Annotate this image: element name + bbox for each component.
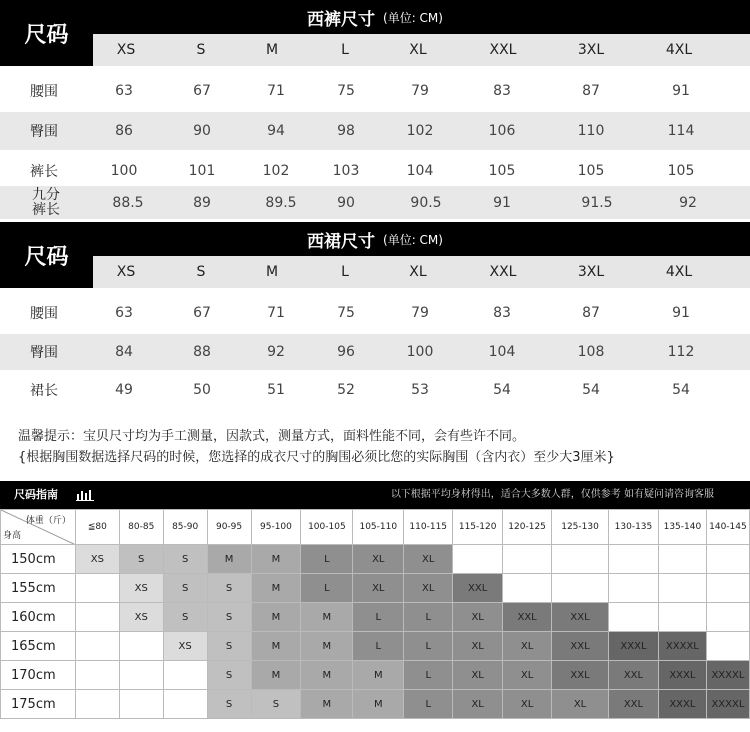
table-cell: 104 xyxy=(488,344,516,360)
size-cell xyxy=(608,545,658,574)
weight-header-cell: 80-85 xyxy=(119,510,163,545)
pants-size-code-label: 尺码 xyxy=(0,0,93,66)
size-cell xyxy=(75,661,119,690)
weight-header-cell: 105-110 xyxy=(353,510,404,545)
size-cell: XXL xyxy=(608,661,658,690)
size-cell: XS xyxy=(119,574,163,603)
table-cell: 88.5 xyxy=(112,194,144,211)
table-cell: 105 xyxy=(488,163,516,179)
size-header-cell: XS xyxy=(116,264,136,280)
table-cell: 91 xyxy=(672,305,690,321)
table-cell: 87 xyxy=(582,305,600,321)
table-row xyxy=(0,372,750,408)
size-cell: XL xyxy=(353,545,404,574)
size-cell: S xyxy=(163,603,207,632)
pants-unit: (单位: CM) xyxy=(383,10,443,25)
pants-title-text: 西裤尺寸 xyxy=(307,9,376,30)
size-guide-title: 尺码指南 xyxy=(14,488,58,501)
table-cell: 105 xyxy=(667,163,695,179)
row-label: 腰围 xyxy=(30,84,58,100)
size-cell: M xyxy=(301,632,353,661)
size-cell: XXL xyxy=(552,632,609,661)
table-cell: 54 xyxy=(582,382,600,398)
size-cell: S xyxy=(119,545,163,574)
pants-size-header xyxy=(93,34,750,66)
weight-header-cell: 100-105 xyxy=(301,510,353,545)
size-cell: M xyxy=(207,545,251,574)
size-cell xyxy=(706,632,749,661)
size-header-cell: 3XL xyxy=(577,264,605,280)
size-cell: S xyxy=(163,574,207,603)
size-cell: S xyxy=(207,632,251,661)
table-row xyxy=(0,294,750,332)
bar-chart-icon xyxy=(76,489,96,501)
weight-header-cell: 85-90 xyxy=(163,510,207,545)
row-label: 九分 裤长 xyxy=(32,186,60,218)
size-cell: XL xyxy=(453,661,503,690)
table-cell: 54 xyxy=(493,382,511,398)
size-cell: XXXXL xyxy=(658,632,706,661)
table-row xyxy=(0,72,750,110)
table-cell: 84 xyxy=(115,344,133,360)
size-cell: XS xyxy=(119,603,163,632)
size-cell xyxy=(706,574,749,603)
weight-header-cell: 120-125 xyxy=(503,510,552,545)
height-header-cell: 155cm xyxy=(1,574,76,603)
size-cell: M xyxy=(251,574,301,603)
table-cell: 89 xyxy=(193,194,211,211)
size-header-cell: XL xyxy=(409,42,427,58)
size-cell xyxy=(119,632,163,661)
skirt-title-text: 西裙尺寸 xyxy=(307,231,376,252)
size-cell xyxy=(503,545,552,574)
table-cell: 94 xyxy=(267,123,285,139)
size-header-cell: 4XL xyxy=(665,42,693,58)
size-cell: XL xyxy=(453,603,503,632)
table-cell: 90.5 xyxy=(410,194,442,211)
size-cell: S xyxy=(207,690,251,719)
size-cell xyxy=(75,574,119,603)
table-cell: 79 xyxy=(411,305,429,321)
size-cell xyxy=(552,574,609,603)
table-row xyxy=(0,112,750,150)
size-cell xyxy=(119,690,163,719)
table-cell: 90 xyxy=(337,194,355,211)
size-cell: M xyxy=(251,545,301,574)
corner-cell xyxy=(1,510,76,545)
size-cell: XL xyxy=(503,632,552,661)
size-cell: M xyxy=(251,632,301,661)
size-header-cell: L xyxy=(341,264,349,280)
size-cell xyxy=(453,545,503,574)
size-cell xyxy=(552,545,609,574)
size-cell: XL xyxy=(503,690,552,719)
size-cell xyxy=(608,603,658,632)
size-cell: XL xyxy=(552,690,609,719)
weight-header-cell: 125-130 xyxy=(552,510,609,545)
size-cell: M xyxy=(301,603,353,632)
size-cell: S xyxy=(207,574,251,603)
size-cell: L xyxy=(353,632,404,661)
size-cell: XXL xyxy=(552,603,609,632)
weight-header-cell: ≦80 xyxy=(75,510,119,545)
pants-size-table xyxy=(0,0,750,219)
size-guide-header xyxy=(0,481,750,509)
row-label: 裙长 xyxy=(30,383,58,399)
size-guide-grid xyxy=(0,509,750,719)
weight-header-row xyxy=(1,510,750,545)
table-cell: 67 xyxy=(193,305,211,321)
height-header-cell: 175cm xyxy=(1,690,76,719)
size-cell xyxy=(163,690,207,719)
table-cell: 100 xyxy=(110,163,138,179)
table-cell: 71 xyxy=(267,83,285,99)
size-header-cell: L xyxy=(341,42,349,58)
skirt-unit: (单位: CM) xyxy=(383,232,443,247)
size-cell: XXXL xyxy=(608,632,658,661)
note-line: {根据胸围数据选择尺码的时候，您选择的成衣尺寸的胸围必须比您的实际胸围（含内衣）至少大3厘米} xyxy=(18,450,615,465)
table-row xyxy=(0,334,750,370)
size-cell xyxy=(75,690,119,719)
size-cell xyxy=(608,574,658,603)
table-cell: 102 xyxy=(406,123,434,139)
skirt-title xyxy=(0,222,750,256)
weight-axis-label: 体重（斤） xyxy=(25,516,71,526)
size-cell: XL xyxy=(404,545,453,574)
size-header-cell: XXL xyxy=(489,42,517,58)
size-cell: L xyxy=(301,545,353,574)
size-cell xyxy=(658,603,706,632)
size-cell: XL xyxy=(404,574,453,603)
size-cell: L xyxy=(301,574,353,603)
size-cell: M xyxy=(353,690,404,719)
size-cell: S xyxy=(207,661,251,690)
table-cell: 51 xyxy=(267,382,285,398)
table-cell: 63 xyxy=(115,305,133,321)
table-row xyxy=(1,603,750,632)
size-cell xyxy=(119,661,163,690)
size-header-cell: S xyxy=(196,42,206,58)
table-cell: 71 xyxy=(267,305,285,321)
skirt-size-code-label: 尺码 xyxy=(0,222,93,288)
size-cell: XXL xyxy=(608,690,658,719)
weight-header-cell: 115-120 xyxy=(453,510,503,545)
size-cell: XS xyxy=(75,545,119,574)
table-row xyxy=(1,661,750,690)
table-cell: 92 xyxy=(267,344,285,360)
table-cell: 63 xyxy=(115,83,133,99)
table-cell: 114 xyxy=(667,123,695,139)
table-cell: 83 xyxy=(493,305,511,321)
row-label: 裤长 xyxy=(30,164,58,180)
size-cell: L xyxy=(404,690,453,719)
size-cell xyxy=(706,603,749,632)
size-cell: S xyxy=(251,690,301,719)
size-cell: XL xyxy=(503,661,552,690)
size-cell: XXXXL xyxy=(706,661,749,690)
height-header-cell: 170cm xyxy=(1,661,76,690)
table-cell: 91.5 xyxy=(581,194,613,211)
table-cell: 83 xyxy=(493,83,511,99)
table-cell: 87 xyxy=(582,83,600,99)
size-cell: XS xyxy=(163,632,207,661)
table-row xyxy=(1,545,750,574)
table-cell: 105 xyxy=(577,163,605,179)
weight-header-cell: 95-100 xyxy=(251,510,301,545)
table-cell: 88 xyxy=(193,344,211,360)
table-cell: 52 xyxy=(337,382,355,398)
size-cell xyxy=(163,661,207,690)
size-cell: L xyxy=(404,603,453,632)
table-cell: 102 xyxy=(262,163,290,179)
table-cell: 92 xyxy=(679,194,697,211)
table-cell: 90 xyxy=(193,123,211,139)
table-row xyxy=(1,690,750,719)
size-header-cell: XXL xyxy=(489,264,517,280)
weight-header-cell: 110-115 xyxy=(404,510,453,545)
size-cell xyxy=(706,545,749,574)
size-cell: L xyxy=(353,603,404,632)
table-cell: 75 xyxy=(337,305,355,321)
size-header-cell: 4XL xyxy=(665,264,693,280)
size-cell: XL xyxy=(353,574,404,603)
notes xyxy=(18,426,743,468)
size-cell: XL xyxy=(453,632,503,661)
size-cell: M xyxy=(301,661,353,690)
table-cell: 112 xyxy=(667,344,695,360)
size-cell: S xyxy=(163,545,207,574)
row-label: 腰围 xyxy=(30,306,58,322)
table-cell: 79 xyxy=(411,83,429,99)
note-line: 温馨提示：宝贝尺寸均为手工测量，因款式，测量方式，面料性能不同，会有些许不同。 xyxy=(18,429,526,444)
size-header-cell: 3XL xyxy=(577,42,605,58)
size-header-cell: M xyxy=(265,42,279,58)
table-cell: 54 xyxy=(672,382,690,398)
size-cell: XXXXL xyxy=(706,690,749,719)
height-header-cell: 150cm xyxy=(1,545,76,574)
table-cell: 53 xyxy=(411,382,429,398)
size-cell xyxy=(75,603,119,632)
table-row xyxy=(0,152,750,190)
weight-header-cell: 140-145 xyxy=(706,510,749,545)
size-cell: L xyxy=(404,661,453,690)
table-row xyxy=(1,574,750,603)
weight-header-cell: 130-135 xyxy=(608,510,658,545)
skirt-size-table xyxy=(0,222,750,408)
size-cell: XXL xyxy=(453,574,503,603)
table-row xyxy=(0,186,750,219)
size-cell xyxy=(658,545,706,574)
size-cell xyxy=(658,574,706,603)
table-cell: 75 xyxy=(337,83,355,99)
size-cell: XXL xyxy=(503,603,552,632)
size-cell: S xyxy=(207,603,251,632)
height-header-cell: 160cm xyxy=(1,603,76,632)
height-axis-label: 身高 xyxy=(3,531,22,541)
table-cell: 89.5 xyxy=(265,194,297,211)
size-cell: XXL xyxy=(552,661,609,690)
table-cell: 50 xyxy=(193,382,211,398)
size-cell xyxy=(75,632,119,661)
table-cell: 49 xyxy=(115,382,133,398)
table-cell: 106 xyxy=(488,123,516,139)
size-cell: M xyxy=(251,661,301,690)
size-header-cell: XS xyxy=(116,42,136,58)
weight-header-cell: 90-95 xyxy=(207,510,251,545)
row-label: 臀围 xyxy=(30,345,58,361)
table-cell: 91 xyxy=(672,83,690,99)
table-cell: 100 xyxy=(406,344,434,360)
table-row xyxy=(1,632,750,661)
table-cell: 101 xyxy=(188,163,216,179)
size-cell: L xyxy=(404,632,453,661)
size-cell xyxy=(503,574,552,603)
size-header-cell: S xyxy=(196,264,206,280)
size-header-cell: M xyxy=(265,264,279,280)
weight-header-cell: 135-140 xyxy=(658,510,706,545)
size-guide-description: 以下根据平均身材得出，适合大多数人群，仅供参考 如有疑问请咨询客服 xyxy=(390,489,714,500)
table-cell: 96 xyxy=(337,344,355,360)
height-header-cell: 165cm xyxy=(1,632,76,661)
size-cell: M xyxy=(251,603,301,632)
pants-title xyxy=(0,0,750,34)
table-cell: 110 xyxy=(577,123,605,139)
table-cell: 86 xyxy=(115,123,133,139)
row-label: 臀围 xyxy=(30,124,58,140)
size-header-cell: XL xyxy=(409,264,427,280)
table-cell: 108 xyxy=(577,344,605,360)
table-cell: 98 xyxy=(337,123,355,139)
table-cell: 104 xyxy=(406,163,434,179)
size-cell: XXXL xyxy=(658,661,706,690)
table-cell: 67 xyxy=(193,83,211,99)
size-cell: M xyxy=(353,661,404,690)
table-cell: 91 xyxy=(493,194,511,211)
table-cell: 103 xyxy=(332,163,360,179)
skirt-size-header xyxy=(93,256,750,288)
size-cell: XL xyxy=(453,690,503,719)
size-cell: M xyxy=(301,690,353,719)
size-cell: XXXL xyxy=(658,690,706,719)
